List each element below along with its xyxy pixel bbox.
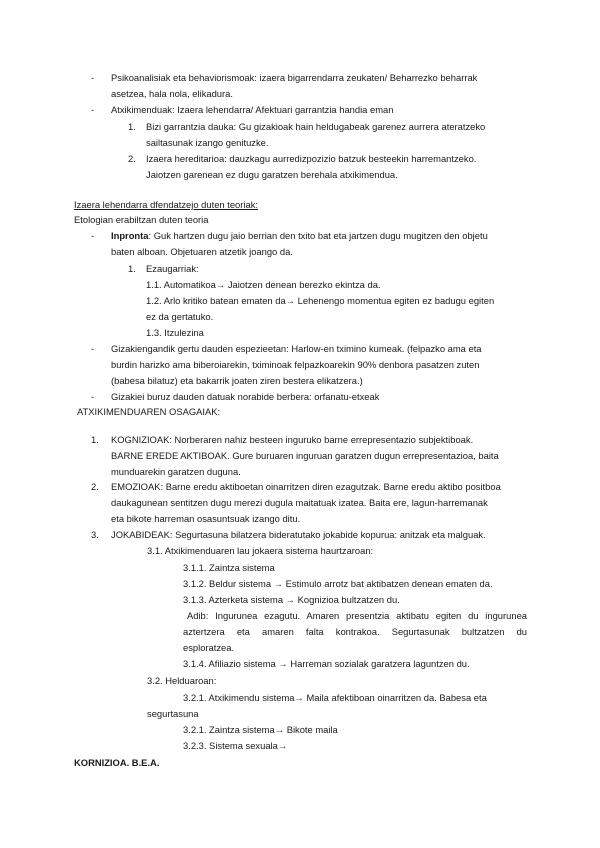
text-line: 3.1.3. Azterketa sistema → Kognizioa bultzatzen du.: [183, 594, 400, 605]
text-line: 1.2. Arlo kritiko batean ematen da→ Lehenengo momentua egiten ez badugu egiten: [146, 295, 495, 306]
list-number: 1.: [128, 121, 136, 132]
text-line: baten alboan. Objetuaren atzetik joango da.: [111, 246, 293, 257]
text-line: Gizakiengandik gertu dauden espezieetan: Harlow-en tximino kumeak. (felpazko ama eta: [111, 343, 482, 354]
text-line: 3.1.1. Zaintza sistema: [183, 562, 275, 573]
text-line: 3.1. Atxikimenduaren lau jokaera sistema haurtzaroan:: [147, 545, 374, 556]
bullet-dash: -: [91, 343, 95, 354]
text-line: 1.1. Automatikoa→ Jaiotzen denean berezko ekintza da.: [146, 279, 381, 290]
text-line: (babesa bilatuz) eta bakarrik joaten ziren bestera elikatzera.): [111, 375, 363, 386]
text-line: sailtasunak izango genituzke.: [146, 137, 269, 148]
text-line: JOKABIDEAK: Segurtasuna bilatzera bideratutako jokabide kopurua: anitzak eta malguak.: [111, 529, 486, 540]
text-line: 3.2.1. Atxikimendu sistema→ Maila afektiboan oinarritzen da. Babesa eta: [183, 692, 487, 703]
text-line: Atxikimenduak: Izaera lehendarra/ Afektuari garrantzia handia eman: [111, 104, 394, 115]
text-line: asetzea, hala nola, elikadura.: [111, 88, 233, 99]
text-line: munduarekin garatzen duguna.: [111, 466, 241, 477]
list-number: 3.: [91, 529, 99, 540]
list-number: 2.: [91, 481, 99, 492]
text-line: 3.2.3. Sistema sexuala→: [183, 740, 288, 751]
text-line: 3.1.2. Beldur sistema → Estimulo arrotz bat aktibatzen denean ematen da.: [183, 578, 493, 589]
text-line: esploratzea.: [183, 642, 235, 653]
text-line: KOGNIZIOAK: Norberaren nahiz besteen inguruko barne errepresentazio subjektiboak.: [111, 434, 474, 445]
text-line: Gizakiei buruz dauden datuak norabide berbera: orfanatu-etxeak: [111, 391, 380, 402]
text-line: [111, 228, 488, 244]
text-line: daukagunean sentitzen dugu merezi dugula maitatuak izatea. Baita ere, lagun-harremanak: [111, 497, 488, 508]
text-line: Bizi garrantzia dauka: Gu gizakioak hain heldugabeak garenez aurrera ateratzeko: [146, 121, 486, 132]
text-line: segurtasuna: [147, 708, 199, 719]
bullet-dash: -: [91, 230, 95, 241]
inpronta-label: Inpronta: [111, 230, 149, 241]
text-line: ez da gertatuko.: [146, 311, 214, 322]
list-number: 1.: [91, 434, 99, 445]
inpronta-text: : Guk hartzen dugu jaio berrian den txito bat eta jartzen dugu mugitzen den objetu: [148, 230, 488, 241]
text-line: Adib: Ingurunea ezagutu. Amaren presentzia aktibatu egiten du ingurunea: [187, 610, 527, 621]
text-line: aztertzera eta amaren falta kontrakoa. Segurtasunak bultzatzen du: [183, 626, 527, 637]
section-heading: KORNIZIOA. B.E.A.: [74, 757, 160, 768]
text-line: EMOZIOAK: Barne eredu aktiboetan oinarritzen diren ezagutzak. Barne eredu aktibo positboa: [111, 481, 501, 492]
section-heading: Izaera lehendarra dfendatzejo duten teoriak:: [74, 199, 258, 210]
text-line: burdin harizko ama biberoiarekin, tximinoak felpazkoarekin 90% denbora pasatzen zuten: [111, 359, 480, 370]
list-number: 2.: [128, 153, 136, 164]
text-line: Psikoanalisiak eta behaviorismoak: izaera bigarrendarra zeukaten/ Beharrezko beharrak: [111, 72, 478, 83]
bullet-dash: -: [91, 391, 95, 402]
text-line: Etologian erabiltzan duten teoria: [74, 214, 209, 225]
text-line: 3.2.1. Zaintza sistema→ Bikote maila: [183, 724, 338, 735]
text-line: Ezaugarriak:: [146, 263, 199, 274]
bullet-dash: -: [91, 72, 95, 83]
text-line: BARNE EREDE AKTIBOAK. Gure buruaren inguruan garatzen dugun errepresentazioa, baita: [111, 450, 499, 461]
text-line: eta bikote harreman osasuntsuak izango ditu.: [111, 513, 301, 524]
list-number: 1.: [128, 263, 136, 274]
text-line: Jaiotzen garenean ez dugu garatzen berehala atxikimendua.: [146, 169, 398, 180]
section-heading: ATXIKIMENDUAREN OSAGAIAK:: [77, 406, 221, 417]
text-line: Izaera hereditarioa: dauzkagu aurredizpozizio batzuk besteekin harremantzeko.: [146, 153, 477, 164]
bullet-dash: -: [91, 104, 95, 115]
text-line: 1.3. Itzulezina: [146, 327, 204, 338]
text-line: 3.1.4. Afiliazio sistema → Harreman sozialak garatzera laguntzen du.: [183, 658, 470, 669]
text-line: 3.2. Helduaroan:: [147, 675, 217, 686]
